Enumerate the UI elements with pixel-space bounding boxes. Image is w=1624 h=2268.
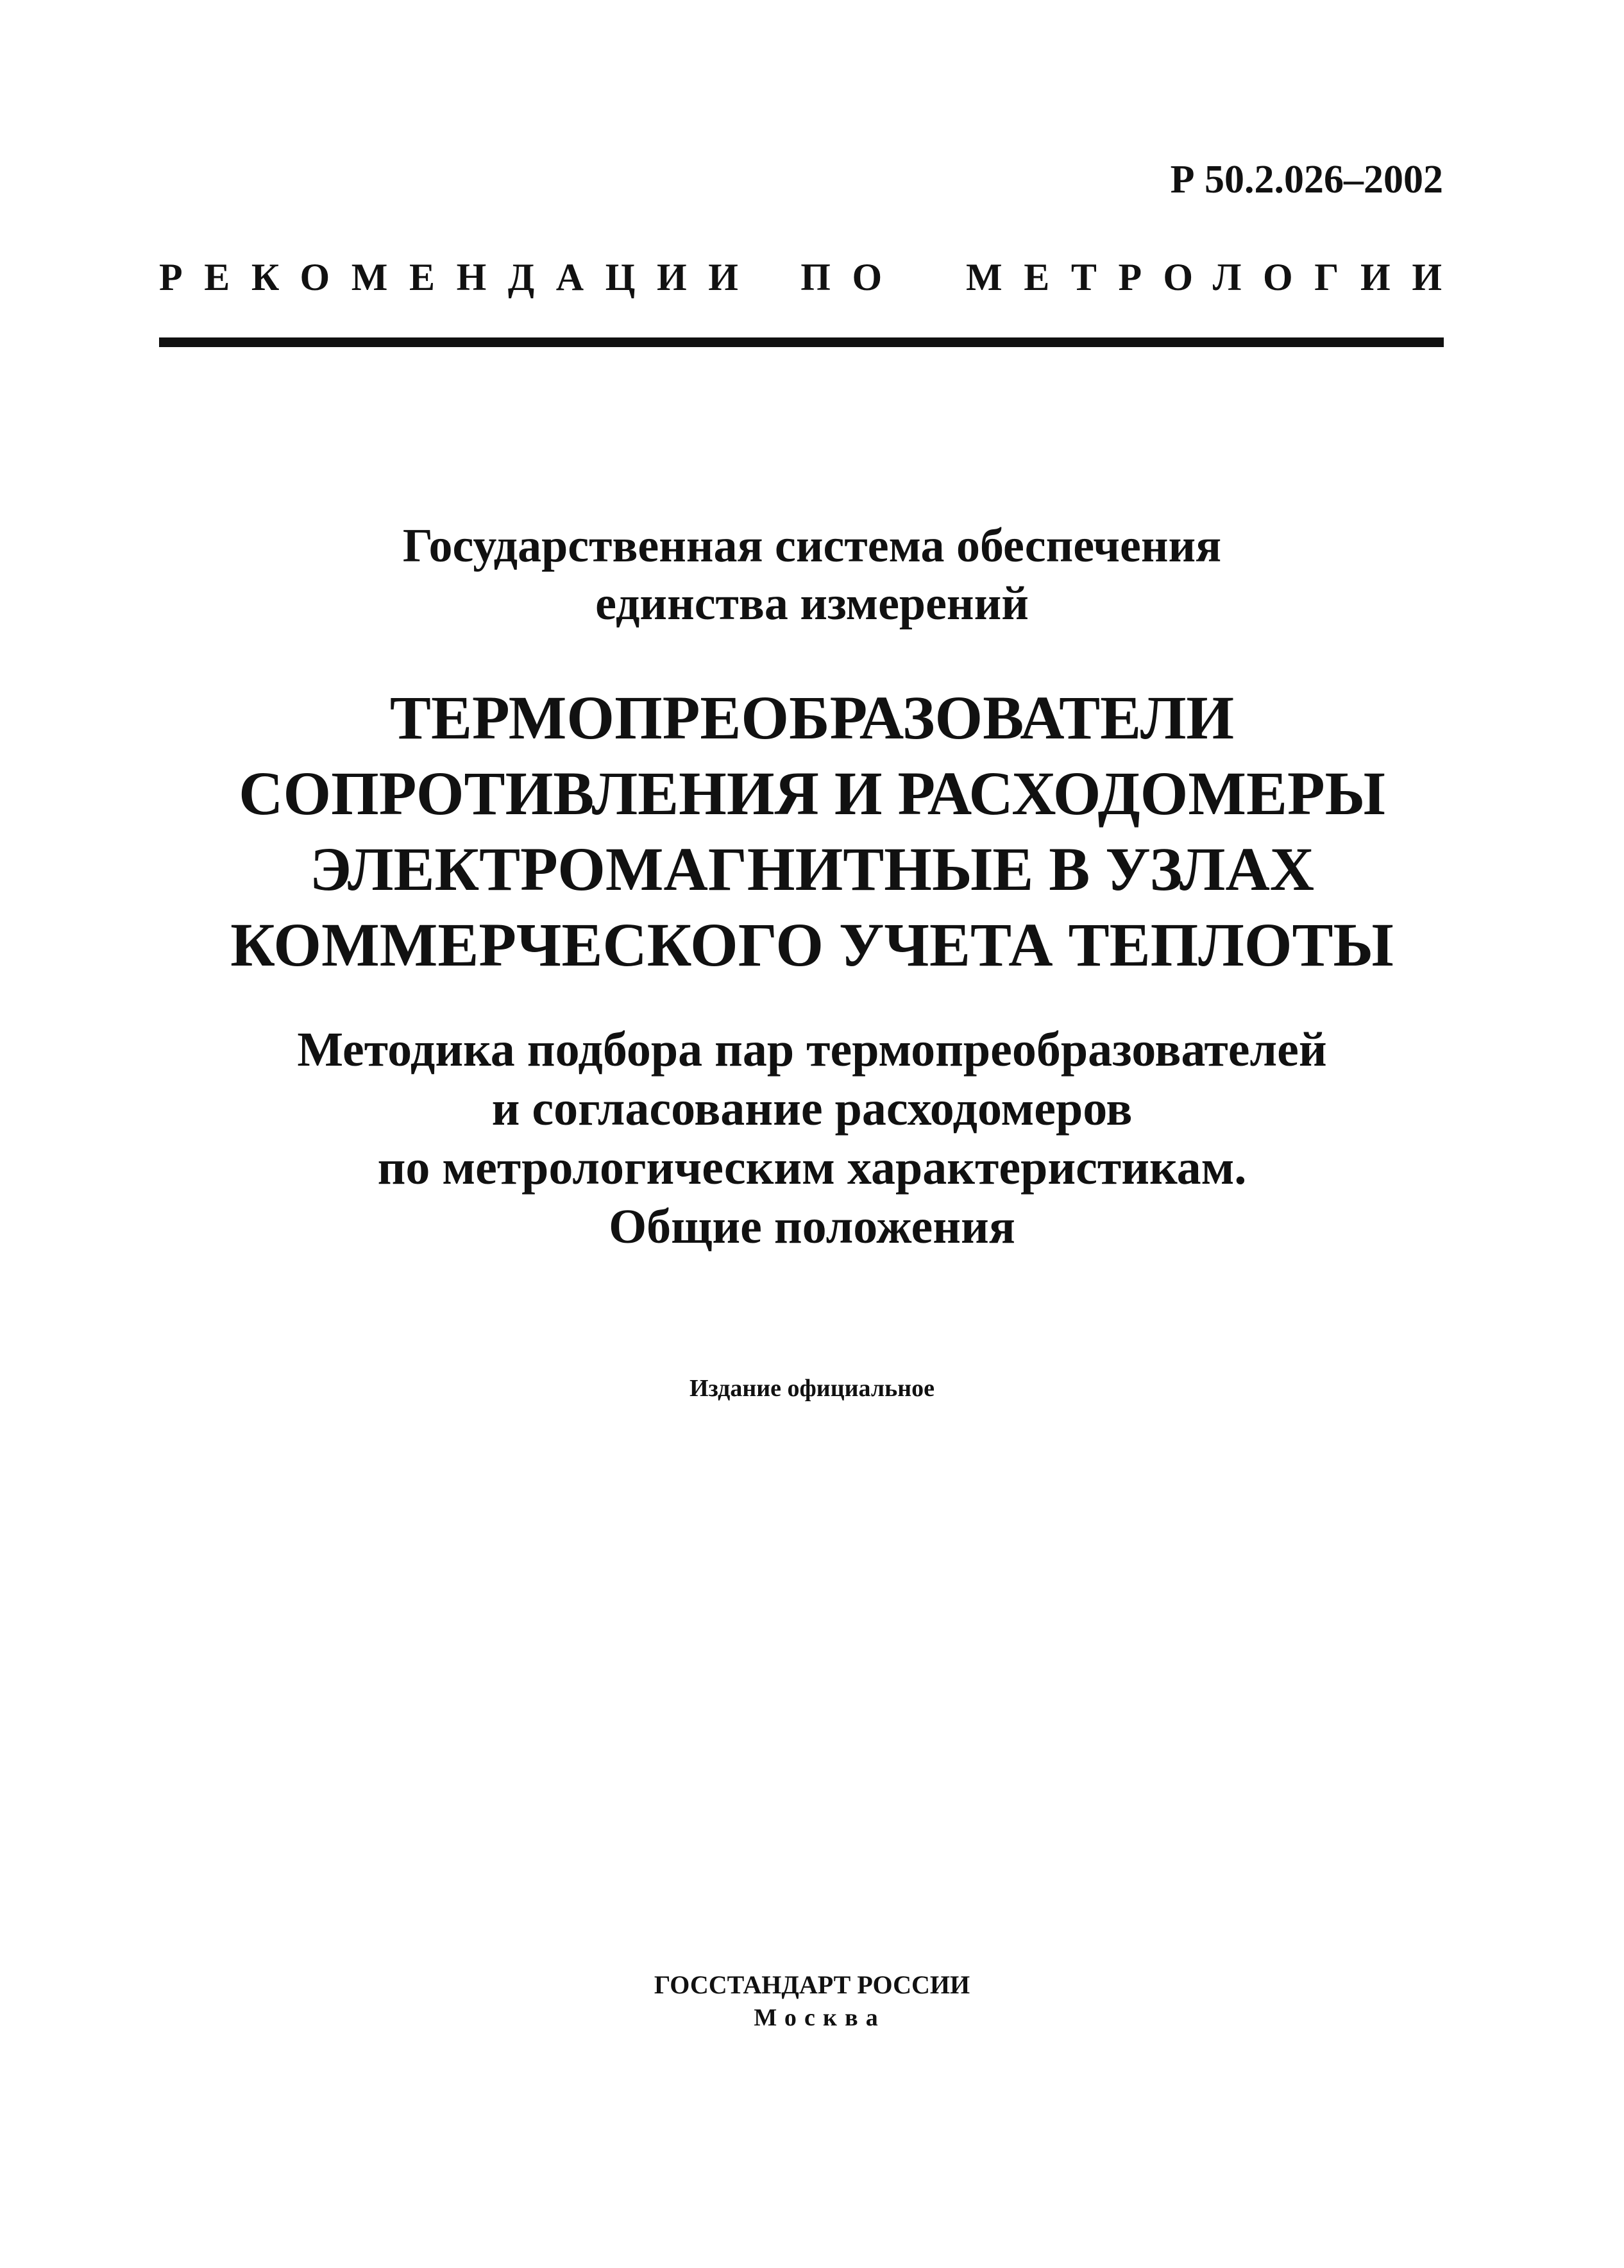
series-heading bbox=[159, 255, 1464, 300]
system-title-line-2: единства измерений bbox=[595, 577, 1029, 630]
series-word-3: МЕТРОЛОГИИ bbox=[966, 256, 1464, 298]
main-title-line-2: СОПРОТИВЛЕНИЯ И РАСХОДОМЕРЫ bbox=[239, 759, 1385, 828]
subtitle-line-4: Общие положения bbox=[609, 1200, 1015, 1254]
series-word-1: РЕКОМЕНДАЦИИ bbox=[159, 256, 760, 298]
main-title-line-3: ЭЛЕКТРОМАГНИТНЫЕ В УЗЛАХ bbox=[309, 835, 1315, 903]
main-title-line-1: ТЕРМОПРЕОБРАЗОВАТЕЛИ bbox=[389, 683, 1235, 752]
document-number: Р 50.2.026–2002 bbox=[1170, 158, 1443, 201]
system-title-line-1: Государственная система обеспечения bbox=[402, 520, 1222, 572]
main-title bbox=[0, 680, 1624, 983]
subtitle-line-1: Методика подбора пар термопреобразователей bbox=[297, 1023, 1327, 1077]
subtitle bbox=[0, 1020, 1624, 1256]
publisher: ГОССТАНДАРТ РОССИИ bbox=[654, 1970, 970, 1999]
publisher-city: Москва bbox=[754, 2004, 886, 2031]
system-title bbox=[0, 517, 1624, 633]
subtitle-line-2: и согласование расходомеров bbox=[491, 1082, 1133, 1136]
series-word-2: ПО bbox=[800, 256, 904, 298]
subtitle-line-3: по метрологическим характеристикам. bbox=[377, 1141, 1247, 1195]
main-title-line-4: КОММЕРЧЕСКОГО УЧЕТА ТЕПЛОТЫ bbox=[230, 910, 1394, 979]
heading-rule bbox=[159, 337, 1444, 347]
edition-note: Издание официальное bbox=[689, 1375, 935, 1402]
